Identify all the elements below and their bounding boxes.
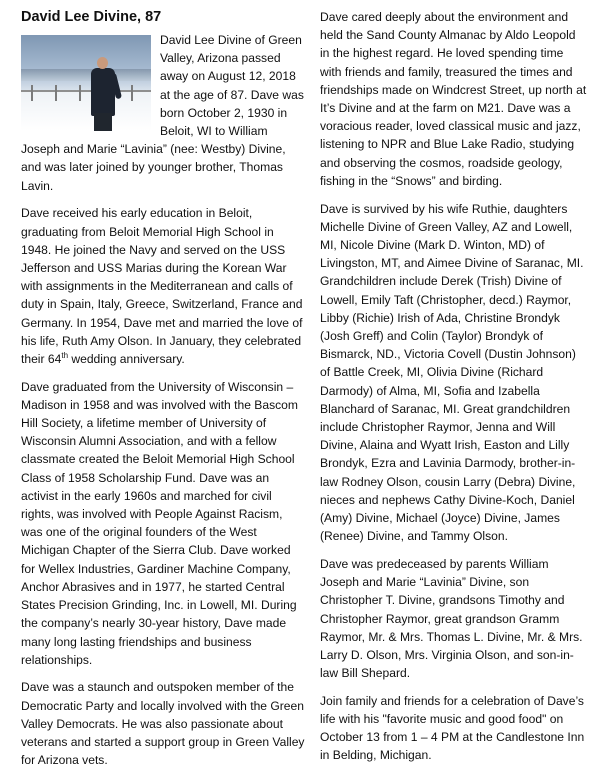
- obituary-title: David Lee Divine, 87: [21, 9, 162, 25]
- survivors-paragraph: Dave is survived by his wife Ruthie, daughters Michelle Divine of Green Valley, AZ and Lowell, MI, Nicole Divine (Mark D. Winton, MD) of Livingston, MT, and Aimee Divine of Saranac, MI. Grandchildren include Derek (Trish) Divine of Lowell, Emily Taft (Christopher, decd.) Raymor, Libby (Richie) Irish of Ada, Christine Brondyk (Josh Greff) and Colin (Taylor) Brondyk of Bismarck, ND., Victoria Covell (Dustin Johnson) of Battle Creek, MI, Olivia Divine (Richard Darmody) of Alma, MI, Sofia and Izabella Blanchard of Saranac, MI. Great grandchildren include Christopher Raymor, Jenna and Will Divine, Alaina and Wyatt Irish, Easton and Lilly Brondyk, Ezra and Lavinia Darmody, brother-in-law Rodney Olson, cousin Larry (Debra) Divine, nieces and nephews Cathy Divine-Koch, Daniel (Amy) Divine, Michael (Joyce) Divine, James (Renee) Divine, and Tammy Olson.: [320, 201, 584, 544]
- interests-paragraph: Dave cared deeply about the environment and held the Sand County Almanac by Aldo Leopold in the highest regard. He loved spending time with friends and family, treasured the times and friendships made on Windcrest Street, up north at It’s Divine and at the farm on M21. Dave was a voracious reader, loved classical music and jazz, listening to NPR and Blue Lake Radio, studying and observing the cosmos, roadside geology, fishing in the “Snows” and birding.: [320, 10, 587, 188]
- right-column: [320, 8, 588, 774]
- portrait-photo: [21, 35, 151, 131]
- intro-text: David Lee Divine of Green Valley, Arizona passed away on August 12, 2018 at the age of 87. Dave was born October 2, 1930 in Beloit, WI to William Joseph and Marie “Lavinia” (nee: Westby) Divine, and was later joined by younger brother, Thomas Lavin.: [21, 33, 304, 193]
- predeceased-paragraph: Dave was predeceased by parents William Joseph and Marie “Lavinia” Divine, son Christopher T. Divine, grandsons Timothy and Christopher Raymor, great grandson Gramm Raymor, Mr. & Mrs. Thomas L. Divine, Mr. & Mrs. Larry D. Olson, Mrs. Virginia Olson, and son-in-law Bill Shepard.: [320, 556, 583, 681]
- career-paragraph: Dave graduated from the University of Wisconsin – Madison in 1958 and was involved with the Bascom Hill Society, a lifetime member of University of Wisconsin Alumni Association, and with a fellow classmate created the Beloit Memorial High School Class of 1958 Scholarship Fund. Dave was an activist in the early 1960s and marched for civil rights, was involved with People Against Racism, was one of the original founders of the West Michigan Chapter of the Sierra Club. Dave worked for Wellex Industries, Gardiner Machine Company, Anchor Abrasives and in 1977, he started Central States Precision Grinding, Inc. in Lowell, MI. During the company’s nearly 30-year history, Dave made many long lasting friendships and business relationships.: [21, 379, 298, 667]
- education-text-end: wedding anniversary.: [68, 351, 185, 366]
- education-text: Dave received his early education in Beloit, graduating from Beloit Memorial High School in 1948. He joined the Navy and served on the USS Jefferson and USS Marias during the Korean War with assignments in the Mediterranean and calls of duty in Spain, Italy, Greece, Switzerland, France and Germany. In 1954, Dave met and married the love of his life, Ruth Amy Olson. In January, they celebrated their 64: [21, 206, 303, 366]
- ordinal-suffix: th: [61, 350, 69, 360]
- left-column: [21, 8, 306, 779]
- intro-paragraph: [21, 31, 306, 195]
- education-paragraph: [21, 204, 306, 368]
- celebration-paragraph: Join family and friends for a celebration of Dave’s life with his "favorite music and good food" on October 13 from 1 – 4 PM at the Candlestone Inn in Belding, Michigan.: [320, 693, 585, 763]
- politics-paragraph: Dave was a staunch and outspoken member of the Democratic Party and locally involved with the Green Valley Democrats. He was also passionate about veterans and started a support group in Green Valley for Arizona vets.: [21, 680, 305, 768]
